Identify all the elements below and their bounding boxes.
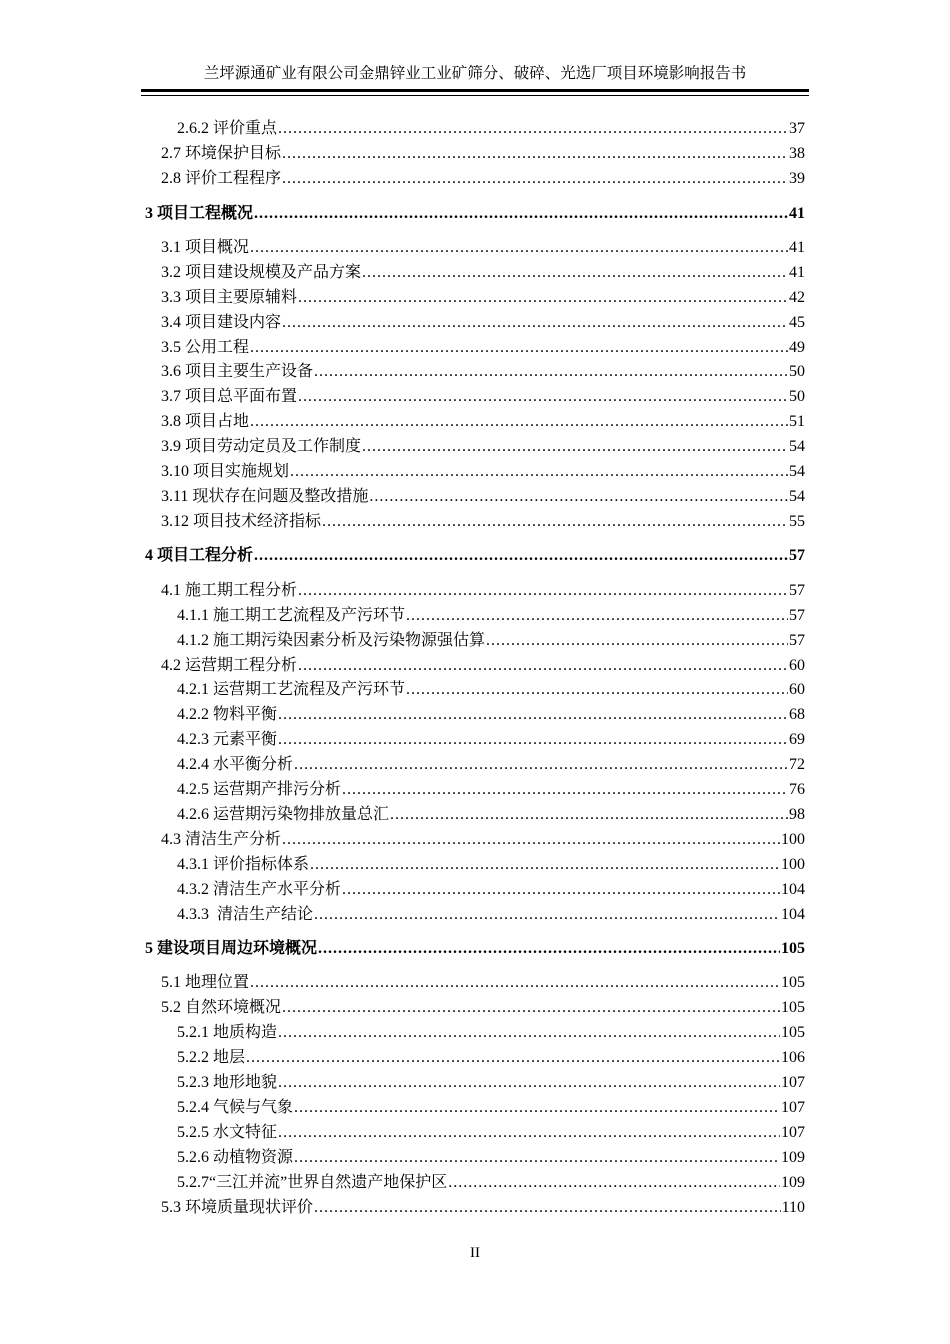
- toc-entry-page-number: 100: [781, 831, 805, 848]
- toc-entry[interactable]: [177, 1022, 805, 1044]
- toc-entry[interactable]: [161, 486, 805, 508]
- toc-entry-title: 4.3 清洁生产分析: [161, 831, 282, 848]
- toc-entry-title: 4.1.2 施工期污染因素分析及污染物源强估算: [177, 632, 486, 649]
- toc-entry[interactable]: [177, 1122, 805, 1144]
- toc-leader-dots: [298, 655, 788, 677]
- toc-entry-page-number: 109: [781, 1174, 805, 1191]
- toc-entry-title: 5.2.2 地层: [177, 1049, 246, 1066]
- page-number: II: [470, 1245, 480, 1261]
- toc-entry[interactable]: [177, 904, 805, 926]
- toc-leader-dots: [362, 436, 788, 458]
- toc-entry-page-number: 50: [789, 363, 805, 380]
- toc-leader-dots: [282, 143, 788, 165]
- toc-entry-title: 3.10 项目实施规划: [161, 463, 290, 480]
- toc-entry-page-number: 105: [781, 1024, 805, 1041]
- toc-entry-page-number: 57: [789, 547, 805, 564]
- toc-entry-title: 4.2.1 运营期工艺流程及产污环节: [177, 681, 406, 698]
- toc-leader-dots: [250, 411, 788, 433]
- toc-entry[interactable]: [145, 203, 805, 225]
- toc-entry-page-number: 105: [781, 999, 805, 1016]
- toc-entry-page-number: 50: [789, 388, 805, 405]
- toc-entry-page-number: 60: [789, 657, 805, 674]
- toc-leader-dots: [314, 1197, 781, 1219]
- toc-entry-page-number: 57: [789, 582, 805, 599]
- toc-leader-dots: [278, 1122, 780, 1144]
- toc-entry-title: 4.1.1 施工期工艺流程及产污环节: [177, 607, 406, 624]
- toc-entry-title: 3.6 项目主要生产设备: [161, 363, 314, 380]
- toc-entry-page-number: 69: [789, 731, 805, 748]
- toc-entry[interactable]: [161, 337, 805, 359]
- toc-entry[interactable]: [161, 237, 805, 259]
- toc-entry-page-number: 37: [789, 120, 805, 137]
- toc-entry-page-number: 49: [789, 339, 805, 356]
- toc-entry[interactable]: [177, 1147, 805, 1169]
- toc-leader-dots: [314, 904, 780, 926]
- toc-entry[interactable]: [177, 605, 805, 627]
- toc-entry-page-number: 54: [789, 463, 805, 480]
- toc-entry-title: 3.1 项目概况: [161, 239, 250, 256]
- toc-leader-dots: [298, 287, 788, 309]
- toc-entry-title: 2.6.2 评价重点: [177, 120, 278, 137]
- toc-entry-title: 3.8 项目占地: [161, 413, 250, 430]
- toc-entry-title: 4.3.2 清洁生产水平分析: [177, 881, 342, 898]
- toc-entry-title: 4.3.1 评价指标体系: [177, 856, 310, 873]
- toc-entry[interactable]: [161, 312, 805, 334]
- toc-entry-title: 4.2.5 运营期产排污分析: [177, 781, 342, 798]
- toc-entry[interactable]: [177, 1072, 805, 1094]
- toc-leader-dots: [282, 829, 780, 851]
- toc-entry-title: 3.9 项目劳动定员及工作制度: [161, 438, 362, 455]
- toc-entry-page-number: 100: [781, 856, 805, 873]
- toc-entry[interactable]: [161, 411, 805, 433]
- toc-entry-title: 5.2.1 地质构造: [177, 1024, 278, 1041]
- toc-entry-title: 4.2.3 元素平衡: [177, 731, 278, 748]
- toc-leader-dots: [362, 262, 788, 284]
- toc-entry-page-number: 72: [789, 756, 805, 773]
- toc-leader-dots: [290, 461, 788, 483]
- toc-entry-title: 5 建设项目周边环境概况: [145, 940, 318, 957]
- toc-entry-title: 4.2 运营期工程分析: [161, 657, 298, 674]
- toc-entry-title: 3.3 项目主要原辅料: [161, 289, 298, 306]
- toc-entry[interactable]: [177, 754, 805, 776]
- toc-entry[interactable]: [161, 1197, 805, 1219]
- toc-leader-dots: [342, 879, 780, 901]
- toc-entry-title: 3.2 项目建设规模及产品方案: [161, 264, 362, 281]
- toc-entry[interactable]: [161, 361, 805, 383]
- toc-entry-page-number: 55: [789, 513, 805, 530]
- toc-leader-dots: [246, 1047, 780, 1069]
- toc-entry-page-number: 38: [789, 145, 805, 162]
- toc-entry[interactable]: [145, 938, 805, 960]
- toc-entry-page-number: 54: [789, 488, 805, 505]
- toc-leader-dots: [390, 804, 788, 826]
- toc-entry[interactable]: [177, 704, 805, 726]
- toc-entry-title: 5.2.7“三江并流”世界自然遗产地保护区: [177, 1174, 448, 1191]
- toc-leader-dots: [278, 118, 788, 140]
- toc-leader-dots: [314, 361, 788, 383]
- toc-entry-title: 4 项目工程分析: [145, 547, 254, 564]
- toc-entry-page-number: 51: [789, 413, 805, 430]
- toc-entry-page-number: 105: [781, 974, 805, 991]
- toc-entry-page-number: 41: [789, 239, 805, 256]
- toc-entry-title: 2.8 评价工程程序: [161, 170, 282, 187]
- toc-entry-title: 5.1 地理位置: [161, 974, 250, 991]
- toc-entry-page-number: 107: [781, 1074, 805, 1091]
- toc-entry-title: 3.5 公用工程: [161, 339, 250, 356]
- toc-entry-page-number: 76: [789, 781, 805, 798]
- toc-entry-title: 4.2.2 物料平衡: [177, 706, 278, 723]
- toc-entry-title: 3.12 项目技术经济指标: [161, 513, 322, 530]
- toc-entry[interactable]: [145, 545, 805, 567]
- toc-entry-page-number: 39: [789, 170, 805, 187]
- toc-entry[interactable]: [161, 386, 805, 408]
- toc-entry-title: 4.1 施工期工程分析: [161, 582, 298, 599]
- toc-entry[interactable]: [161, 461, 805, 483]
- toc-leader-dots: [278, 704, 788, 726]
- toc-entry-page-number: 98: [789, 806, 805, 823]
- toc-leader-dots: [250, 972, 780, 994]
- toc-entry[interactable]: [161, 829, 805, 851]
- toc-entry[interactable]: [161, 511, 805, 533]
- toc-leader-dots: [278, 1072, 780, 1094]
- toc-entry-page-number: 41: [789, 264, 805, 281]
- toc-entry-page-number: 42: [789, 289, 805, 306]
- toc-entry[interactable]: [161, 972, 805, 994]
- toc-entry[interactable]: [177, 118, 805, 140]
- toc-entry-page-number: 105: [781, 940, 805, 957]
- toc-entry-title: 5.2.5 水文特征: [177, 1124, 278, 1141]
- toc-leader-dots: [406, 679, 788, 701]
- toc-entry[interactable]: [177, 679, 805, 701]
- toc-entry[interactable]: [177, 630, 805, 652]
- toc-entry-title: 5.2.6 动植物资源: [177, 1149, 294, 1166]
- toc-leader-dots: [342, 779, 788, 801]
- toc-entry[interactable]: [177, 729, 805, 751]
- toc-leader-dots: [294, 1097, 780, 1119]
- toc-entry-title: 4.2.6 运营期污染物排放量总汇: [177, 806, 390, 823]
- toc-entry-title: 2.7 环境保护目标: [161, 145, 282, 162]
- toc-entry[interactable]: [161, 287, 805, 309]
- document-header: 兰坪源通矿业有限公司金鼎锌业工业矿筛分、破碎、光选厂项目环境影响报告书: [203, 65, 747, 82]
- toc-leader-dots: [486, 630, 788, 652]
- toc-entry[interactable]: [161, 262, 805, 284]
- toc-entry-page-number: 106: [781, 1049, 805, 1066]
- toc-leader-dots: [282, 168, 788, 190]
- toc-leader-dots: [298, 580, 788, 602]
- toc-entry-title: 3.11 现状存在问题及整改措施: [161, 488, 369, 505]
- toc-leader-dots: [294, 754, 788, 776]
- toc-leader-dots: [448, 1172, 780, 1194]
- toc-entry-title: 3.4 项目建设内容: [161, 314, 282, 331]
- toc-entry-title: 5.3 环境质量现状评价: [161, 1199, 314, 1216]
- toc-entry-page-number: 45: [789, 314, 805, 331]
- toc-entry[interactable]: [177, 1047, 805, 1069]
- toc-entry[interactable]: [177, 1097, 805, 1119]
- toc-entry[interactable]: [177, 854, 805, 876]
- toc-leader-dots: [254, 545, 788, 567]
- toc-entry-title: 5.2.3 地形地貌: [177, 1074, 278, 1091]
- toc-entry-page-number: 104: [781, 881, 805, 898]
- toc-entry[interactable]: [161, 168, 805, 190]
- toc-leader-dots: [254, 203, 788, 225]
- toc-leader-dots: [406, 605, 788, 627]
- toc-leader-dots: [278, 729, 788, 751]
- toc-entry-page-number: 54: [789, 438, 805, 455]
- toc-entry-page-number: 104: [781, 906, 805, 923]
- toc-entry[interactable]: [161, 997, 805, 1019]
- toc-entry-page-number: 57: [789, 632, 805, 649]
- toc-entry[interactable]: [177, 779, 805, 801]
- toc-entry-title: 5.2.4 气候与气象: [177, 1099, 294, 1116]
- toc-entry[interactable]: [177, 804, 805, 826]
- toc-entry-page-number: 109: [781, 1149, 805, 1166]
- toc-leader-dots: [282, 997, 780, 1019]
- toc-entry-title: 5.2 自然环境概况: [161, 999, 282, 1016]
- toc-leader-dots: [278, 1022, 780, 1044]
- toc-entry-title: 4.2.4 水平衡分析: [177, 756, 294, 773]
- toc-leader-dots: [250, 337, 788, 359]
- toc-entry-title: 3.7 项目总平面布置: [161, 388, 298, 405]
- toc-entry-page-number: 110: [781, 1199, 805, 1216]
- toc-entry-page-number: 107: [781, 1099, 805, 1116]
- toc-entry[interactable]: [177, 1172, 805, 1194]
- toc-entry-page-number: 57: [789, 607, 805, 624]
- toc-leader-dots: [294, 1147, 780, 1169]
- toc-leader-dots: [369, 486, 788, 508]
- toc-entry[interactable]: [161, 580, 805, 602]
- toc-entry[interactable]: [177, 879, 805, 901]
- toc-entry-page-number: 41: [789, 205, 805, 222]
- toc-entry-page-number: 68: [789, 706, 805, 723]
- toc-leader-dots: [310, 854, 780, 876]
- toc-entry[interactable]: [161, 436, 805, 458]
- toc-entry-page-number: 107: [781, 1124, 805, 1141]
- toc-leader-dots: [282, 312, 788, 334]
- toc-leader-dots: [298, 386, 788, 408]
- toc-entry[interactable]: [161, 143, 805, 165]
- toc-entry-title: 3 项目工程概况: [145, 205, 254, 222]
- toc-leader-dots: [250, 237, 788, 259]
- toc-leader-dots: [318, 938, 780, 960]
- toc-leader-dots: [322, 511, 788, 533]
- toc-entry[interactable]: [161, 655, 805, 677]
- toc-entry-page-number: 60: [789, 681, 805, 698]
- toc-entry-title: 4.3.3 清洁生产结论: [177, 906, 314, 923]
